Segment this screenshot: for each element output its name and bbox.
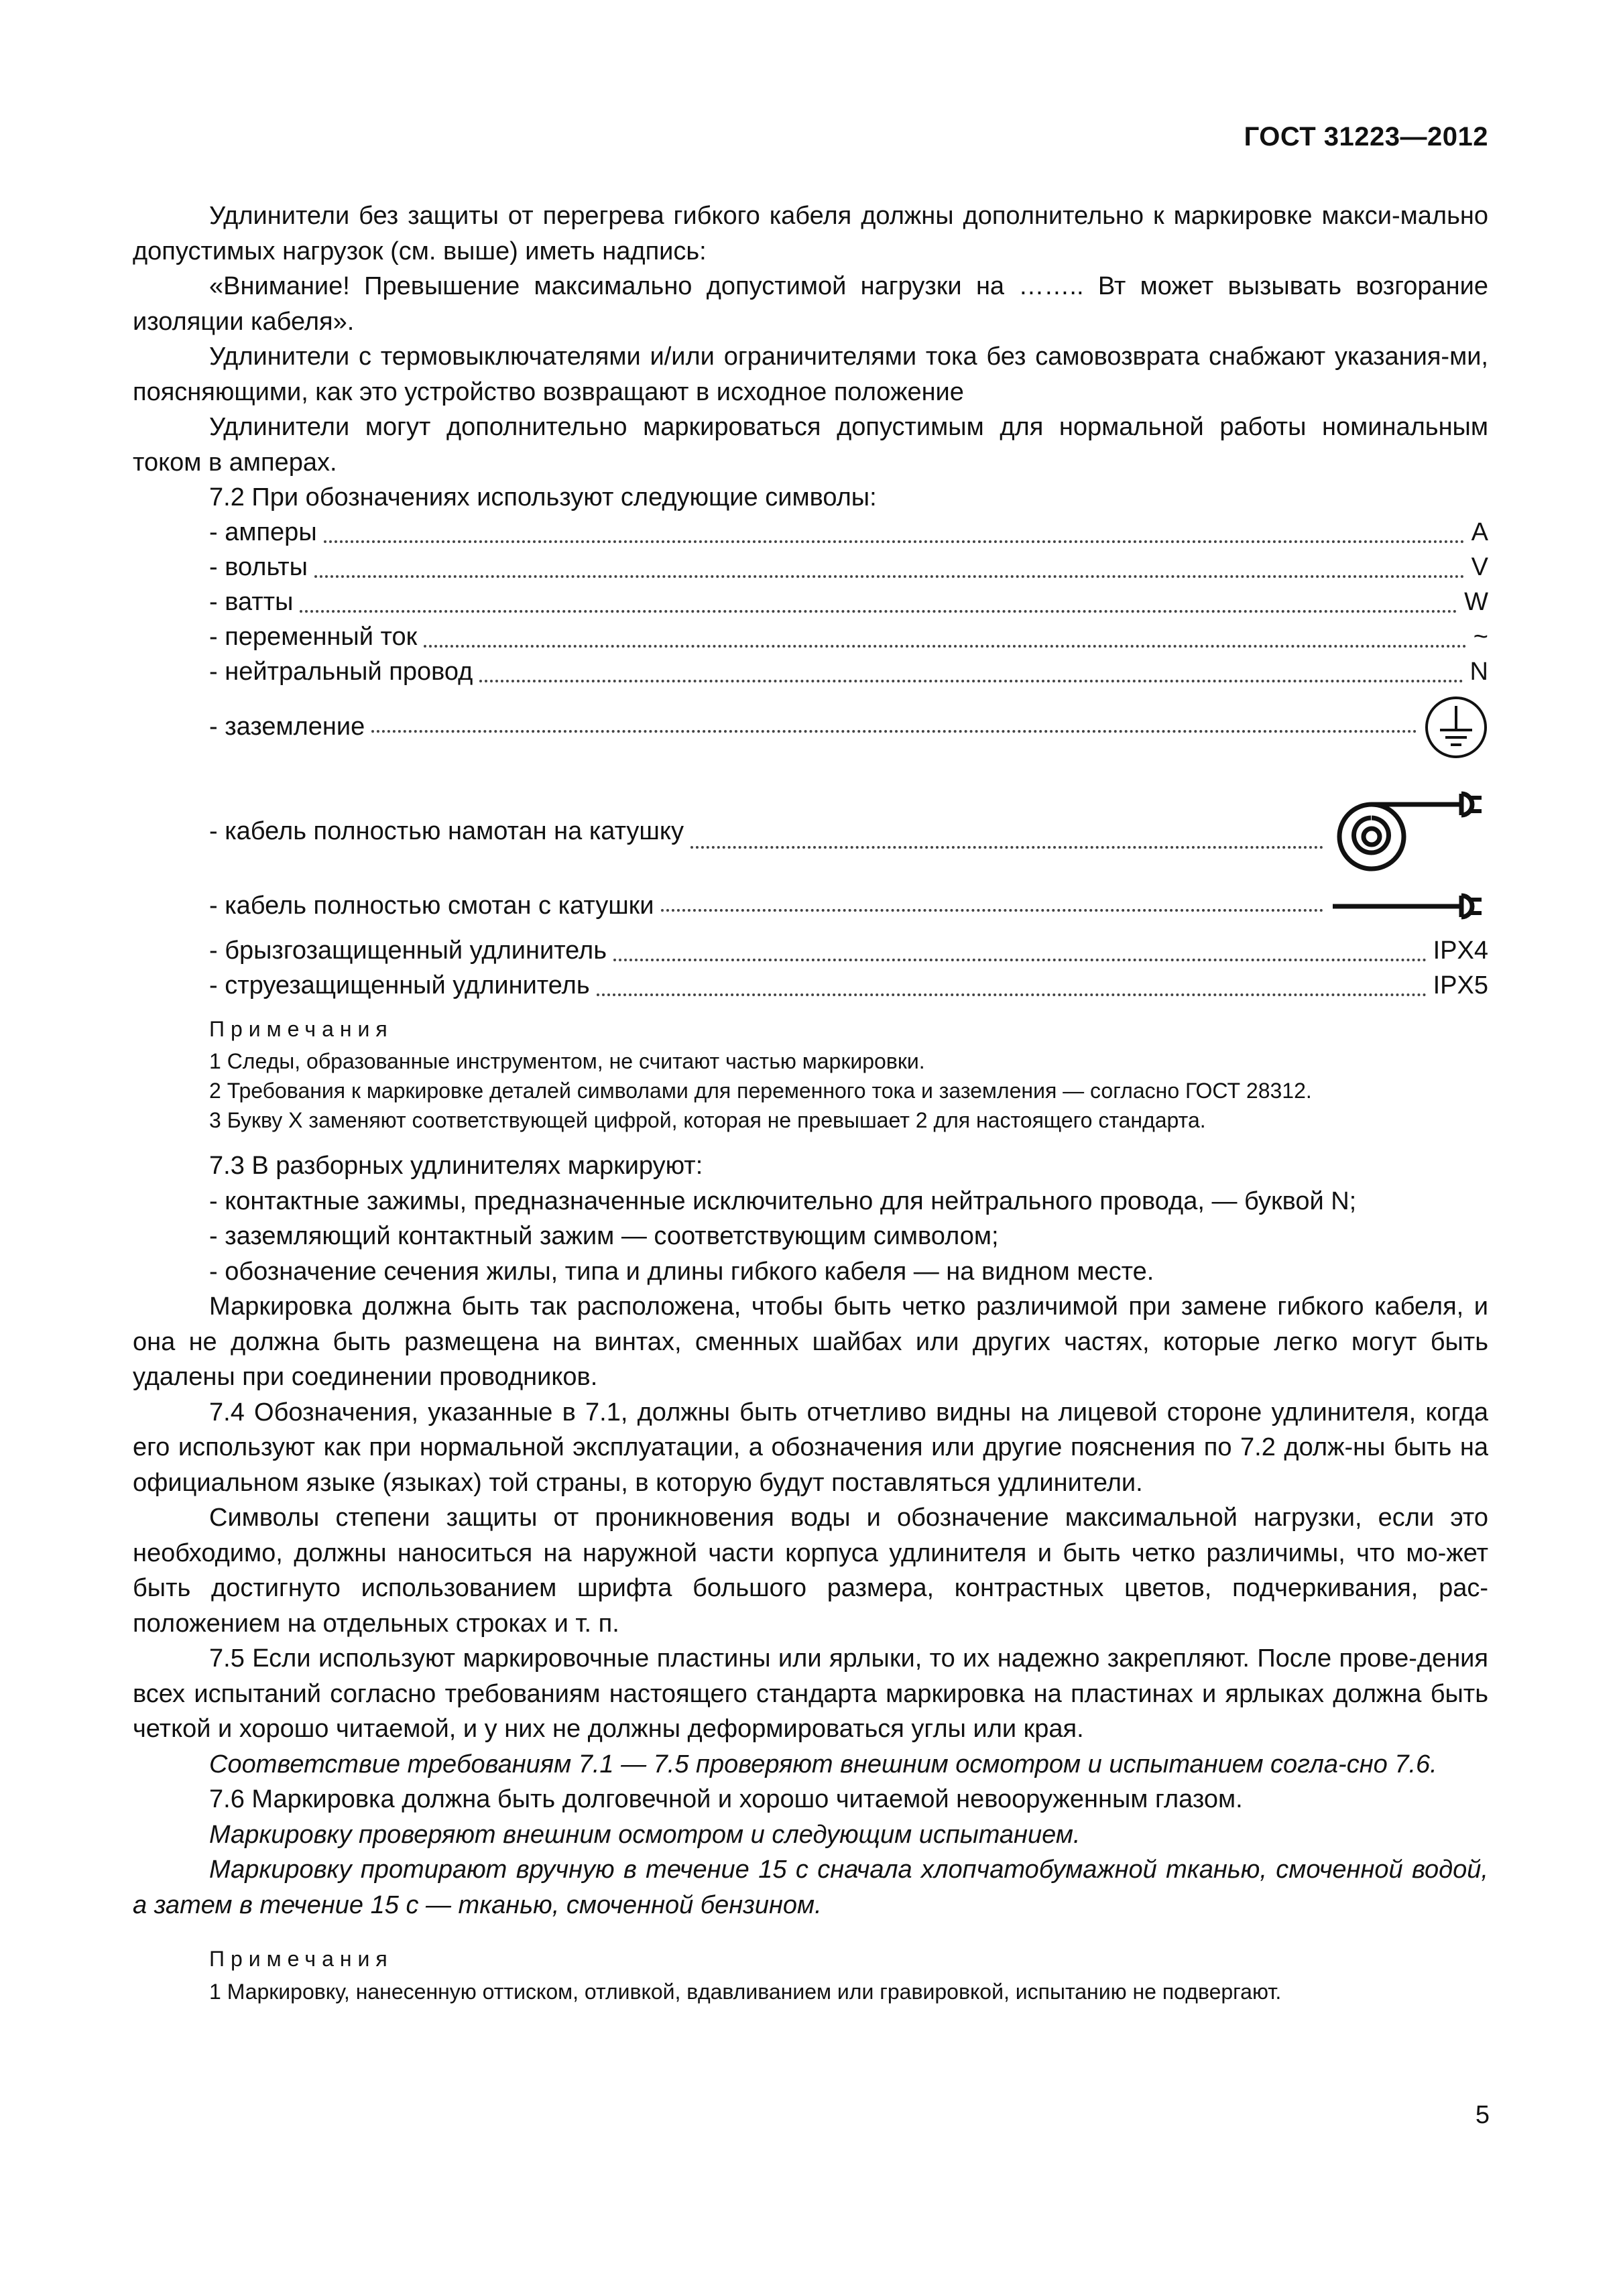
paragraph: Удлинители с термовыключателями и/или ограничителями тока без самовозврата снабжают указания-ми, поясняющими, как это устройство возвращают в исходное положение	[133, 343, 1488, 406]
symbol-label: - вольты	[209, 553, 308, 581]
paragraph: 7.5 Если используют маркировочные пластины или ярлыки, то их надежно закрепляют. После прове-дения всех испытаний согласно требованиям настоящего стандарта маркировка на пластинах и ярлыках должна быть четкой и хорошо читаемой, и у них не должны деформироваться углы или края.	[133, 1644, 1488, 1743]
symbol-row	[209, 516, 1488, 550]
note-item: 2 Требования к маркировке деталей символами для переменного тока и заземления — согласно ГОСТ 28312.	[209, 1079, 1312, 1103]
italic-paragraph: Соответствие требованиям 7.1 — 7.5 проверяют внешним осмотром и испытанием согла-сно 7.6.	[209, 1750, 1437, 1778]
leader-dots	[479, 680, 1463, 682]
leader-dots	[424, 645, 1467, 648]
list-item: - контактные зажимы, предназначенные исключительно для нейтрального провода, — буквой N;	[209, 1187, 1357, 1215]
symbol-row	[209, 690, 1488, 765]
leader-dots	[661, 909, 1323, 912]
symbol-row	[209, 655, 1488, 690]
symbol-label: - брызгозащищенный удлинитель	[209, 936, 607, 965]
note-item: 3 Букву X заменяют соответствующей цифрой, которая не превышает 2 для настоящего стандарта.	[209, 1108, 1206, 1132]
symbol-value: N	[1469, 658, 1488, 686]
paragraph: Маркировка должна быть так расположена, чтобы быть четко различимой при замене гибкого кабеля, и она не должна быть размещена на винтах, сменных шайбах или других частях, которые легко могут быть удалены при соединении проводников.	[133, 1292, 1488, 1391]
symbol-label: - кабель полностью намотан на катушку	[209, 817, 684, 846]
symbol-label: - амперы	[209, 518, 317, 546]
symbol-label: - ватты	[209, 588, 294, 616]
page-number: 5	[1475, 2101, 1490, 2129]
symbol-row	[209, 969, 1488, 1004]
symbol-value: IPX4	[1433, 936, 1488, 965]
leader-dots	[324, 540, 1465, 543]
leader-dots	[300, 610, 1457, 613]
symbol-value: W	[1464, 588, 1488, 616]
list-item: - обозначение сечения жилы, типа и длины гибкого кабеля — на видном месте.	[209, 1257, 1154, 1286]
symbol-label: - струезащищенный удлинитель	[209, 971, 590, 1000]
symbol-value: A	[1471, 518, 1488, 546]
paragraph: 7.6 Маркировка должна быть долговечной и хорошо читаемой невооруженным глазом.	[209, 1785, 1243, 1813]
symbol-row	[209, 879, 1488, 934]
paragraph: Удлинители могут дополнительно маркироваться допустимым для нормальной работы номинальным током в амперах.	[133, 413, 1488, 477]
symbol-label: - нейтральный провод	[209, 658, 473, 686]
notes-title: Примечания	[209, 1947, 394, 1971]
paragraph: «Внимание! Превышение максимально допустимой нагрузки на …….. Вт может вызывать возгорание изоляции кабеля».	[133, 272, 1488, 336]
cable-unwound-icon	[1330, 886, 1488, 926]
notes-title: Примечания	[209, 1016, 394, 1041]
symbol-value: ~	[1473, 623, 1488, 651]
paragraph: Удлинители без защиты от перегрева гибкого кабеля должны дополнительно к маркировке макси-мально допустимых нагрузок (см. выше) иметь надпись:	[133, 202, 1488, 265]
italic-paragraph: Маркировку проверяют внешним осмотром и следующим испытанием.	[209, 1820, 1081, 1849]
paragraph: 7.4 Обозначения, указанные в 7.1, должны быть отчетливо видны на лицевой стороне удлинителя, когда его используют как при нормальной эксплуатации, а обозначения или другие пояснения по 7.2 долж-ны быть на официальном языке (языках) той страны, в которую будут поставляться удлинители.	[133, 1398, 1488, 1497]
section-intro: 7.3 В разборных удлинителях маркируют:	[209, 1152, 703, 1180]
symbol-label: - переменный ток	[209, 623, 418, 651]
symbols-intro: 7.2 При обозначениях используют следующие символы:	[209, 483, 877, 511]
leader-dots	[371, 730, 1417, 733]
symbol-value: V	[1471, 553, 1488, 581]
standard-header: ГОСТ 31223—2012	[1244, 122, 1488, 152]
cable-reel-wound-icon	[1330, 788, 1488, 875]
leader-dots	[613, 959, 1427, 961]
symbol-row	[209, 585, 1488, 620]
symbol-row	[209, 785, 1488, 879]
leader-dots	[690, 846, 1323, 849]
list-item: - заземляющий контактный зажим — соответствующим символом;	[209, 1222, 999, 1250]
note-item: 1 Маркировку, нанесенную оттиском, отливкой, вдавливанием или гравировкой, испытанию не подвергают.	[209, 1979, 1282, 2004]
symbol-row	[209, 934, 1488, 969]
leader-dots	[314, 575, 1465, 578]
italic-paragraph: Маркировку протирают вручную в течение 15 с сначала хлопчатобумажной тканью, смоченной водой, а затем в течение 15 с — тканью, смоченной бензином.	[133, 1856, 1488, 1919]
paragraph: Символы степени защиты от проникновения воды и обозначение максимальной нагрузки, если это необходимо, должны наноситься на наружной части корпуса удлинителя и быть четко различимы, что мо-жет быть достигнуто использованием шрифта большого размера, контрастных цветов, подчеркивания, рас-положением на отдельных строках и т. п.	[133, 1504, 1488, 1638]
leader-dots	[597, 993, 1427, 996]
earth-icon	[1424, 695, 1488, 760]
note-item: 1 Следы, образованные инструментом, не считают частью маркировки.	[209, 1049, 925, 1073]
symbol-row	[209, 620, 1488, 655]
symbol-label: - заземление	[209, 713, 365, 741]
symbol-row	[209, 550, 1488, 585]
symbol-value: IPX5	[1433, 971, 1488, 1000]
symbol-label: - кабель полностью смотан с катушки	[209, 892, 654, 920]
document-body	[133, 198, 1488, 2006]
